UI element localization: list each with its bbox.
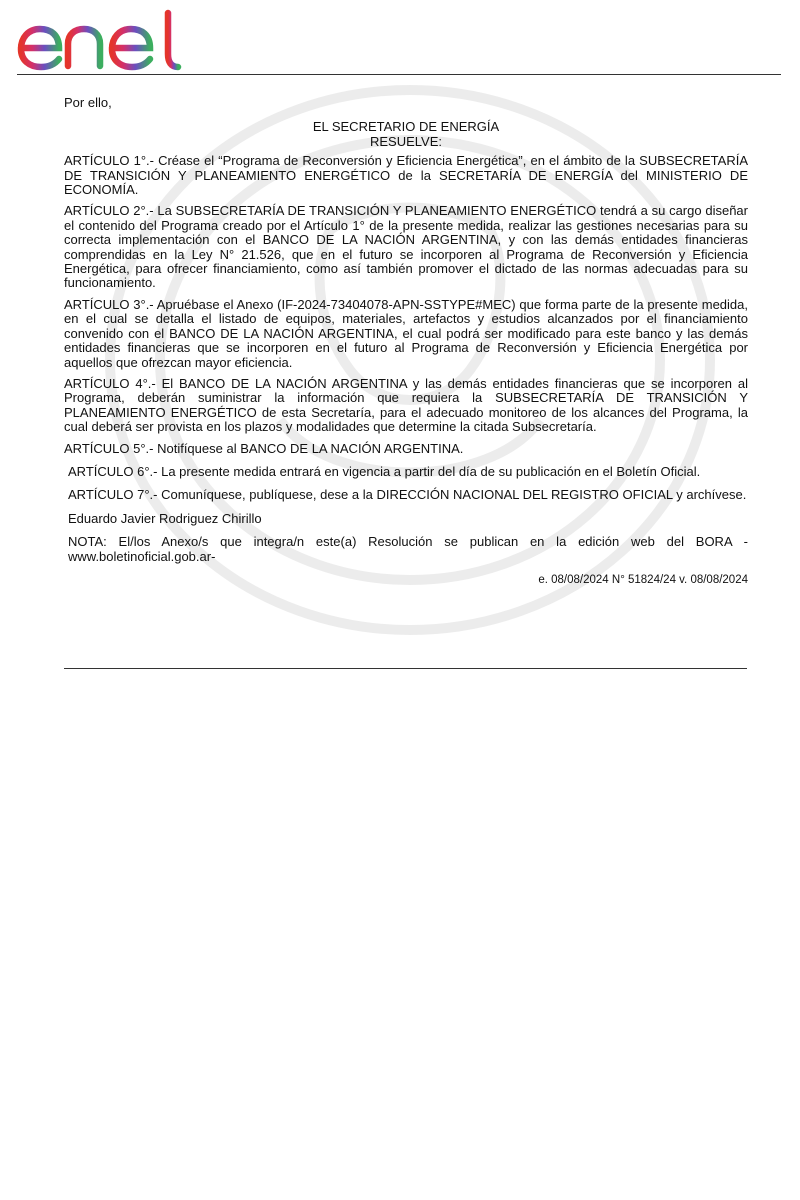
signatory-name: Eduardo Javier Rodriguez Chirillo: [68, 510, 262, 526]
article-2: ARTÍCULO 2°.- La SUBSECRETARÍA DE TRANSICIÓN Y PLANEAMIENTO ENERGÉTICO tendrá a su cargo diseñar el contenido del Programa creado por el Artículo 1° de la presente medida, realizar las gestiones necesarias para su correcta implementación con el BANCO DE LA NACIÓN ARGENTINA, y con las demás entidades financieras comprendidas en la Ley N° 21.526, que en el futuro se incorporen al Programa de Reconversión y Eficiencia Energética, para ofrecer financiamiento, como así también promover el dictado de las normas adecuadas para su funcionamiento.: [64, 203, 748, 291]
heading-resuelve: RESUELVE:: [369, 133, 442, 149]
intro-text: Por ello,: [64, 95, 112, 110]
enel-logo: [16, 8, 182, 72]
heading-secretary: EL SECRETARIO DE ENERGÍA: [312, 119, 500, 135]
publication-line: e. 08/08/2024 N° 51824/24 v. 08/08/2024: [538, 573, 748, 586]
annex-note: NOTA: El/los Anexo/s que integra/n este(a) Resolución se publican en la edición web del BORA -www.boletinoficial.gob.ar-: [68, 534, 748, 564]
bottom-divider: [64, 668, 747, 669]
article-7: ARTÍCULO 7°.- Comuníquese, publíquese, dese a la DIRECCIÓN NACIONAL DEL REGISTRO OFICIAL y archívese.: [68, 487, 747, 503]
article-1: ARTÍCULO 1°.- Créase el “Programa de Reconversión y Eficiencia Energética”, en el ámbito de la SUBSECRETARÍA DE TRANSICIÓN Y PLANEAMIENTO ENERGÉTICO de la SECRETARÍA DE ENERGÍA del MINISTERIO DE ECONOMÍA.: [64, 153, 748, 198]
article-6: ARTÍCULO 6°.- La presente medida entrará en vigencia a partir del día de su publicación en el Boletín Oficial.: [68, 463, 701, 479]
article-5: ARTÍCULO 5°.- Notifíquese al BANCO DE LA NACIÓN ARGENTINA.: [64, 440, 464, 456]
article-4: ARTÍCULO 4°.- El BANCO DE LA NACIÓN ARGENTINA y las demás entidades financieras que se incorporen al Programa, deberán suministrar la información que requiera la SUBSECRETARÍA DE TRANSICIÓN Y PLANEAMIENTO ENERGÉTICO de esta Secretaría, para el adecuado monitoreo de los alcances del Programa, la cual deberá ser provista en los plazos y modalidades que determine la citada Subsecretaría.: [64, 375, 748, 435]
resolution-body: [64, 96, 748, 587]
page-header: [0, 0, 800, 80]
article-3: ARTÍCULO 3°.- Apruébase el Anexo (IF-2024-73404078-APN-SSTYPE#MEC) que forma parte de la presente medida, en el cual se detalla el listado de equipos, materiales, artefactos y estudios alcanzados por el financiamiento convenido con el BANCO DE LA NACIÓN ARGENTINA, el cual podrá ser modificado para este banco y las demás entidades financieras que se incorporen en el futuro al Programa de Reconversión y Eficiencia Energética por aquellos que ofrezcan mayor eficiencia.: [64, 296, 748, 370]
